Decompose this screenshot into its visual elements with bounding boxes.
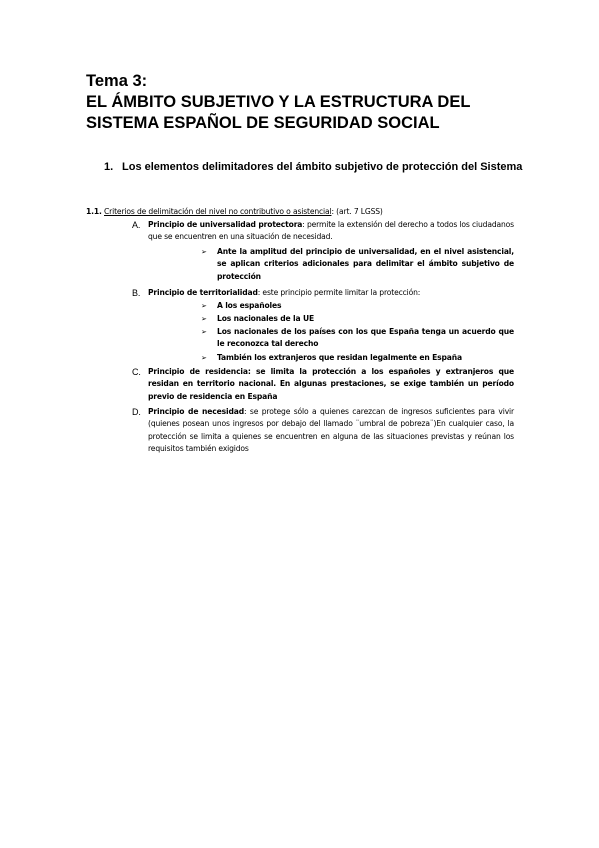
arrowhead-bullet-icon: ➢ <box>201 248 207 256</box>
list-letter-d: D. <box>132 407 141 417</box>
list-item-b <box>132 287 514 299</box>
subsection-colon: : <box>331 207 334 216</box>
bullet-a-1 <box>201 246 514 283</box>
arrowhead-bullet-icon: ➢ <box>201 302 207 310</box>
title-line-1: Tema 3: <box>86 72 148 90</box>
subsection-number: 1.1. <box>86 207 102 216</box>
list-item-a-text: : permite la extensión del derecho a todos los ciudadanos que se encuentren en una situación de necesidad. <box>148 220 514 242</box>
list-item-d-text: : se protege sólo a quienes carezcan de ingresos suficientes para vivir (quienes posean unos ingresos por debajo del llamado ¨umbral de pobreza¨)En cualquier caso, la protección se limita a quienes se encuentren en alguna de las situaciones previstas y reúnan los requisitos también exigidos <box>148 407 514 454</box>
list-letter-b: B. <box>132 288 141 298</box>
arrowhead-bullet-icon: ➢ <box>201 328 207 336</box>
list-item-a-lead: Principio de universalidad protectora <box>148 220 303 229</box>
list-item-b-text: : este principio permite limitar la protección: <box>257 288 421 297</box>
bullet-b-2-text: Los nacionales de la UE <box>217 314 315 323</box>
list-item-d-lead: Principio de necesidad <box>148 407 245 416</box>
list-letter-c: C. <box>132 367 141 377</box>
subsection-1-1-heading <box>86 206 383 218</box>
document-title <box>86 71 566 134</box>
bullet-b-4-text: También los extranjeros que residan legalmente en España <box>217 353 462 362</box>
arrowhead-bullet-icon: ➢ <box>201 315 207 323</box>
list-item-c <box>132 366 514 403</box>
bullet-b-3-text: Los nacionales de los países con los que España tenga un acuerdo que le reconozca tal derecho <box>217 327 514 349</box>
title-line-2: EL ÁMBITO SUBJETIVO Y LA ESTRUCTURA DEL <box>86 93 471 111</box>
title-line-3: SISTEMA ESPAÑOL DE SEGURIDAD SOCIAL <box>86 114 440 132</box>
list-item-b-lead: Principio de territorialidad <box>148 288 258 297</box>
list-item-c-lead: Principio de residencia <box>148 367 248 376</box>
bullet-a-1-text: Ante la amplitud del principio de universalidad, en el nivel asistencial, se aplican criterios adicionales para delimitar el ámbito subjetivo de protección <box>217 247 514 281</box>
list-letter-a: A. <box>132 220 141 230</box>
bullet-b-2 <box>201 313 514 325</box>
section-1-heading <box>104 160 524 175</box>
bullet-b-1 <box>201 300 514 312</box>
arrowhead-bullet-icon: ➢ <box>201 354 207 362</box>
section-1-text: Los elementos delimitadores del ámbito subjetivo de protección del Sistema <box>122 161 523 173</box>
subsection-reference: (art. 7 LGSS) <box>336 207 383 216</box>
subsection-label: Criterios de delimitación del nivel no contributivo o asistencial <box>104 207 332 216</box>
list-item-a <box>132 219 514 244</box>
list-item-d <box>132 406 514 456</box>
bullet-b-3 <box>201 326 514 351</box>
section-1-number: 1. <box>104 161 114 173</box>
bullet-b-1-text: A los españoles <box>217 301 282 310</box>
bullet-b-4 <box>201 352 514 364</box>
list-item-c-text: : se limita la protección a los españoles y extranjeros que residan en territorio nacional. En algunas prestaciones, se exige también un período previo de residencia en España <box>148 367 514 401</box>
